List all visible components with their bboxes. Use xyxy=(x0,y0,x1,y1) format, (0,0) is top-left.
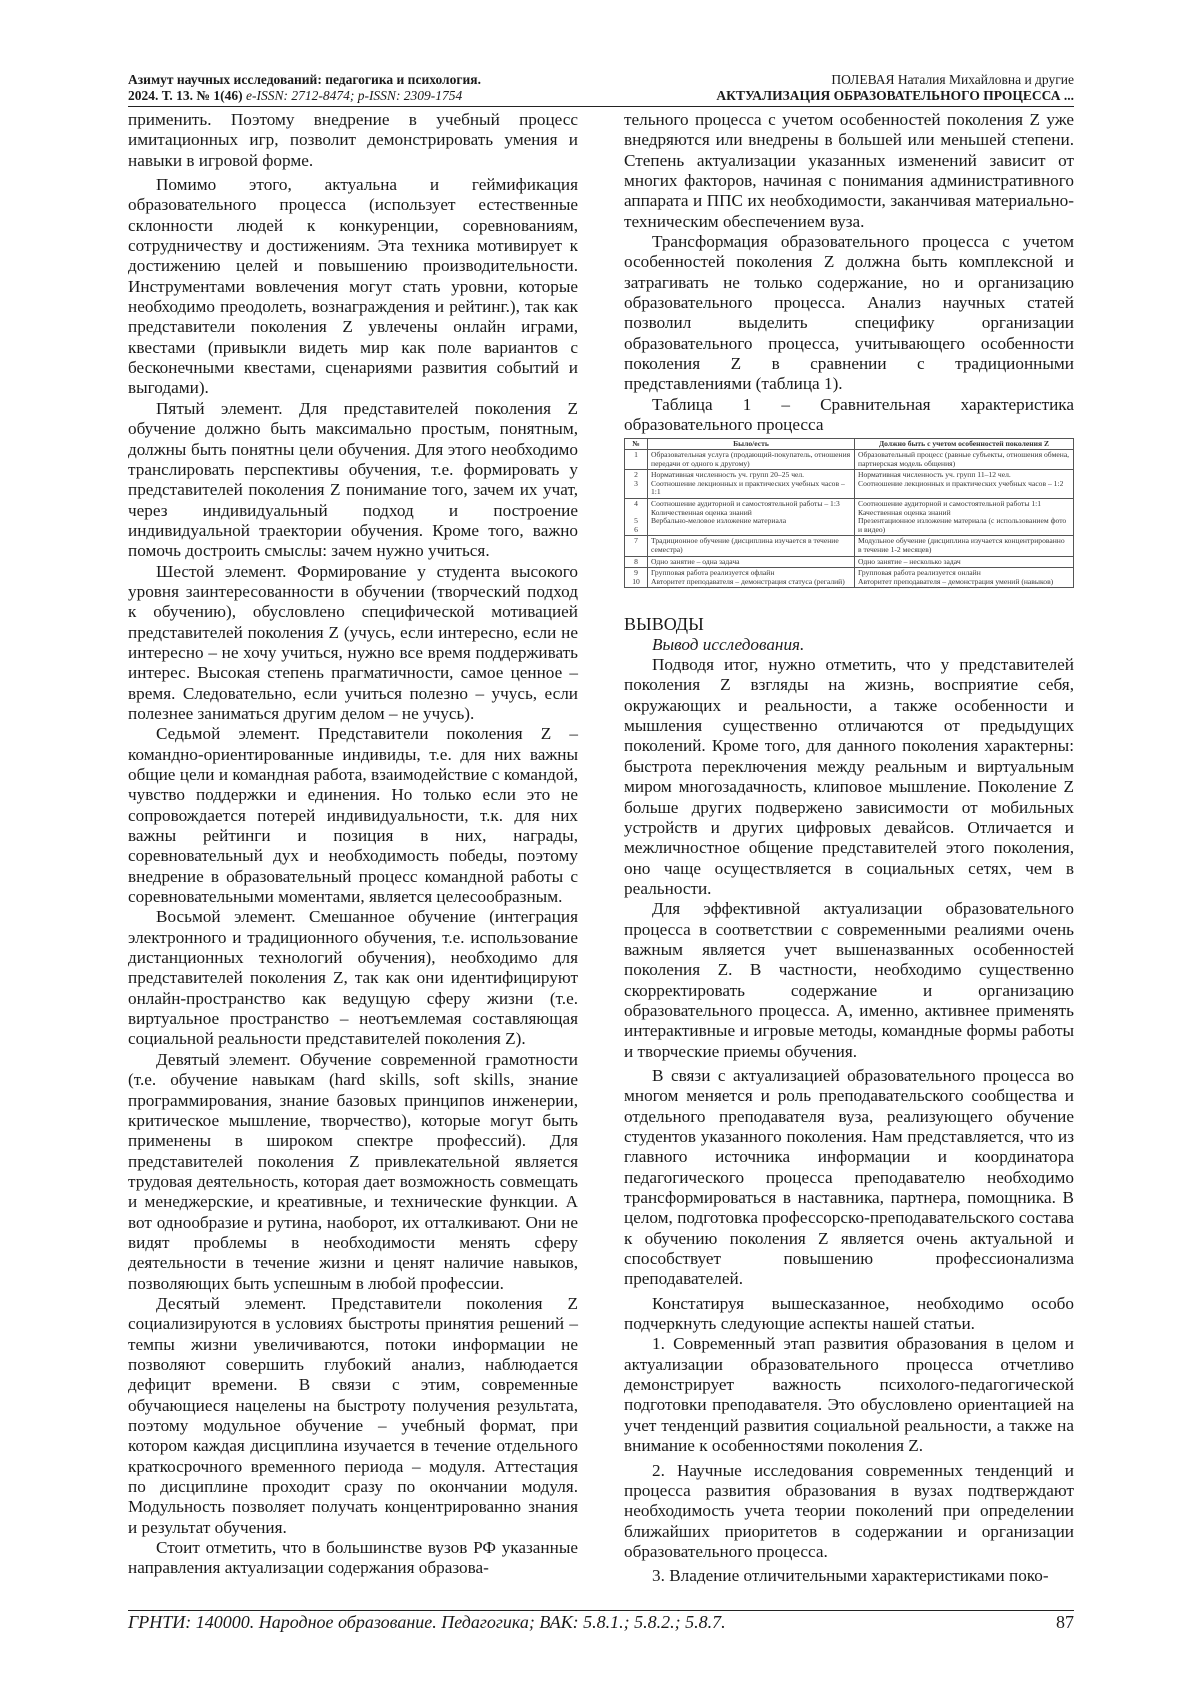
target-state-cell: Модульное обучение (дисциплина изучается концентрированно в течение 1-2 месяцев) xyxy=(855,536,1074,556)
journal-info xyxy=(128,72,481,104)
journal-issue: 2024. Т. 13. № 1(46) xyxy=(128,88,243,103)
current-state-cell: Групповая работа реализуется офлайн Авторитет преподавателя – демонстрация статуса (регалий) xyxy=(648,568,855,588)
table-row xyxy=(625,556,1074,568)
footer-divider xyxy=(128,1610,1074,1611)
paragraph: Трансформация образовательного процесса с учетом особенностей поколения Z должна быть комплексной и затрагивать не только содержание, но и организацию образовательного процесса. Анализ научных статей позволил выделить специфику организации образовательного процесса, учитывающего особенности поколения Z в сравнении с традиционными представлениями (таблица 1). xyxy=(624,232,1074,394)
target-state-cell: Нормативная численность уч. групп 11–12 чел. Соотношение лекционных и практических учебных часов – 1:2 xyxy=(855,470,1074,499)
table-row xyxy=(625,536,1074,556)
current-state-cell: Соотношение аудиторной и самостоятельной работы – 1:3 Количественная оценка знаний Вербально-меловое изложение материала xyxy=(648,499,855,536)
row-number-cell: 7 xyxy=(625,536,648,556)
article-info xyxy=(716,72,1074,104)
row-number-cell: 8 xyxy=(625,556,648,568)
paragraph: В связи с актуализацией образовательного процесса во многом меняется и роль преподавательского сообщества и отдельного преподавателя вуза, реализующего обучение студентов указанного поколения. Нам представляется, что из главного источника информации и координатора педагогического процесса преподавателю необходимо трансформироваться в наставника, партнера, помощника. В целом, подготовка профессорско-преподавательского состава к обучению поколения Z является очень актуальной и способствует повышению профессионализма преподавателей. xyxy=(624,1065,1074,1289)
table-header-row xyxy=(625,438,1074,450)
right-column xyxy=(624,110,1074,1587)
left-column xyxy=(128,110,578,1579)
target-state-cell: Образовательный процесс (равные субъекты, отношения обмена, партнерская модель общения) xyxy=(855,450,1074,470)
journal-issn: e-ISSN: 2712-8474; p-ISSN: 2309-1754 xyxy=(245,88,463,103)
comparison-table xyxy=(624,438,1074,589)
table-row xyxy=(625,499,1074,536)
target-state-cell: Одно занятие – несколько задач xyxy=(855,556,1074,568)
paragraph: 1. Современный этап развития образования в целом и актуализации образовательного процесса отчетливо демонстрирует важность психолого-педагогической подготовки преподавателя. Это обусловлено ориентацией на учет тенденций развития социальной реальности, а также на внимание к особенностями поколения Z. xyxy=(624,1334,1074,1456)
column-header: № xyxy=(625,438,648,450)
paragraph: Восьмой элемент. Смешанное обучение (интеграция электронного и традиционного обучения, т.е. использование дистанционных технологий обучения), необходимо для представителей поколения Z, так как они идентифицируют онлайн-пространство как ведущую сферу жизни (т.е. виртуальное пространство – неотъемлемая составляющая социальной реальности представителей поколения Z). xyxy=(128,907,578,1049)
page-number: 87 xyxy=(1056,1612,1074,1632)
classification-codes: ГРНТИ: 140000. Народное образование. Педагогика; ВАК: 5.8.1.; 5.8.2.; 5.8.7. xyxy=(128,1612,726,1632)
paragraph: Для эффективной актуализации образовательного процесса в соответствии с современными реалиями очень важным является учет вышеназванных особенностей поколения Z. В частности, необходимо существенно скорректировать содержание и организацию образовательного процесса. А, именно, активнее применять интерактивные и игровые методы, командные формы работы и творческие приемы обучения. xyxy=(624,899,1074,1061)
current-state-cell: Нормативная численность уч. групп 20–25 чел. Соотношение лекционных и практических учебных часов – 1:1 xyxy=(648,470,855,499)
section-subheading: Вывод исследования. xyxy=(652,634,805,654)
page-footer xyxy=(128,1612,1074,1633)
paragraph: Пятый элемент. Для представителей поколения Z обучение должно быть максимально простым, понятным, должны быть понятны цели обучения. Для этого необходимо транслировать перспективы обучения, т.е. формировать у представителей поколения Z понимание того, зачем их учат, через индивидуальный подход и построение индивидуальной траектории обучения. Кроме того, важно помочь достроить смыслы: зачем нужно учиться. xyxy=(128,398,578,561)
target-state-cell: Соотношение аудиторной и самостоятельной работы 1:1 Качественная оценка знаний Презентационное изложение материала (с использованием фото и видео) xyxy=(855,499,1074,536)
paragraph: Девятый элемент. Обучение современной грамотности (т.е. обучение навыкам (hard skills, soft skills, знание программирования, знание базовых принципов инженерии, критическое мышление, творчество), которые могут быть применены в широком спектре профессий). Для представителей поколения Z привлекательной является трудовая деятельность, которая дает возможность совмещать и менеджерские, и креативные, и технические функции. А вот однообразие и рутина, наоборот, их отталкивают. Они не видят проблемы в необходимости менять сферу деятельности в течение жизни и ценят наличие навыков, позволяющих быть успешным в любой профессии. xyxy=(128,1049,578,1293)
paragraph: Шестой элемент. Формирование у студента высокого уровня заинтересованности в обучении (творческий подход к обучению), обусловлено специфической мотивацией представителей поколения Z (учусь, если интересно, если не интересно – не хочу учиться, нужно все время поддерживать интерес. Высокая степень прагматичности, самое ценное – время. Следовательно, если учиться полезно – учусь, если полезнее заниматься другим делом – не учусь). xyxy=(128,561,578,723)
paragraph: Десятый элемент. Представители поколения Z социализируются в условиях быстроты принятия решений – темпы жизни увеличиваются, потоки информации не позволяют совершить глубокий анализ, наблюдается дефицит времени. В связи с этим, современные обучающиеся нацелены на быстроту получения результата, поэтому модульное обучение – учебный формат, при котором каждая дисциплина изучается в течение отдельного краткосрочного временного периода – модуля. Аттестация по дисциплине проходит сразу по окончании модуля. Модульность позволяет получать концентрированно знания и результат обучения. xyxy=(128,1293,578,1537)
paragraph: Помимо этого, актуальна и геймификация образовательного процесса (использует естественные склонности людей к конкуренции, соревнованиям, сотрудничеству и достижениям. Эта техника мотивирует к достижению целей и повышению производительности. Инструментами вовлечения могут стать уровни, которые необходимо преодолеть, вознаграждения и рейтинг.), так как представители поколения Z увлечены онлайн играми, квестами (привыкли видеть мир как поле вариантов с бесконечными квестами, сценариями развития событий и выгодами). xyxy=(128,175,578,398)
paragraph: 2. Научные исследования современных тенденций и процесса развития образования в вузах подтверждают необходимость учета теории поколений при определении ближайших приоритетов в содержании и организации образовательного процесса. xyxy=(624,1460,1074,1561)
table-body xyxy=(625,450,1074,588)
paragraph: Подводя итог, нужно отметить, что у представителей поколения Z взгляды на жизнь, восприятие себя, окружающих и реальности, а также особенности и мышления существенно отличаются от предыдущих поколений. Кроме того, для данного поколения характерны: быстрота переключения между реальным и виртуальным миром многозадачность, клиповое мышление. Поколение Z больше других подвержено зависимости от мобильных устройств и других цифровых девайсов. Отличается и межличностное общение представителей этого поколения, оно чаще осуществляется в социальных сетях, чем в реальности. xyxy=(624,655,1074,898)
column-header: Было/есть xyxy=(648,438,855,450)
target-state-cell: Групповая работа реализуется онлайн Авторитет преподавателя – демонстрация умений (навыков) xyxy=(855,568,1074,588)
table-row xyxy=(625,450,1074,470)
table-row xyxy=(625,568,1074,588)
row-number-cell: 4 5 6 xyxy=(625,499,648,536)
table-caption: Таблица 1 – Сравнительная характеристика образовательного процесса xyxy=(624,394,1074,435)
paragraph: тельного процесса с учетом особенностей поколения Z уже внедряются или внедрены в большей или меньшей степени. Степень актуализации указанных изменений зависит от многих факторов, начиная с понимания административного аппарата и ППС их необходимости, заканчивая материально-техническим обеспечением вуза. xyxy=(624,110,1074,231)
article-authors: ПОЛЕВАЯ Наталия Михайловна и другие xyxy=(831,72,1074,87)
paragraph: Констатируя вышесказанное, необходимо особо подчеркнуть следующие аспекты нашей статьи. xyxy=(624,1293,1074,1334)
paragraph: применить. Поэтому внедрение в учебный процесс имитационных игр, позволит демонстрировать умения и навыки в игровой форме. xyxy=(128,110,578,170)
current-state-cell: Традиционное обучение (дисциплина изучается в течение семестра) xyxy=(648,536,855,556)
paragraph: Седьмой элемент. Представители поколения Z – командно-ориентированные индивиды, т.е. для них важны общие цели и командная работа, взаимодействие с командой, чувство поддержки и единения. Но только если это не сопровождается потерей индивидуальности, т.к. для них важны рейтинги и позиция в них, награды, соревновательный дух и необходимость победы, поэтому внедрение в образовательный процесс командной работы с соревновательными моментами, является целесообразным. xyxy=(128,724,578,907)
row-number-cell: 2 3 xyxy=(625,470,648,499)
article-running-title: АКТУАЛИЗАЦИЯ ОБРАЗОВАТЕЛЬНОГО ПРОЦЕССА ... xyxy=(716,88,1074,103)
current-state-cell: Образовательная услуга (продающий-покупатель, отношения передачи от одного к другому) xyxy=(648,450,855,470)
paragraph: Стоит отметить, что в большинстве вузов РФ указанные направления актуализации содержания образова- xyxy=(128,1538,578,1578)
row-number-cell: 9 10 xyxy=(625,568,648,588)
paragraph: 3. Владение отличительными характеристиками поко- xyxy=(652,1566,1049,1586)
journal-name: Азимут научных исследований: педагогика и психология. xyxy=(128,72,481,87)
column-header: Должно быть с учетом особенностей поколения Z xyxy=(855,438,1074,450)
table-row xyxy=(625,470,1074,499)
row-number-cell: 1 xyxy=(625,450,648,470)
current-state-cell: Одно занятие – одна задача xyxy=(648,556,855,568)
journal-issue-line xyxy=(128,88,481,104)
page-header xyxy=(128,72,1074,106)
header-divider xyxy=(128,106,1074,107)
section-heading: ВЫВОДЫ xyxy=(624,614,704,635)
